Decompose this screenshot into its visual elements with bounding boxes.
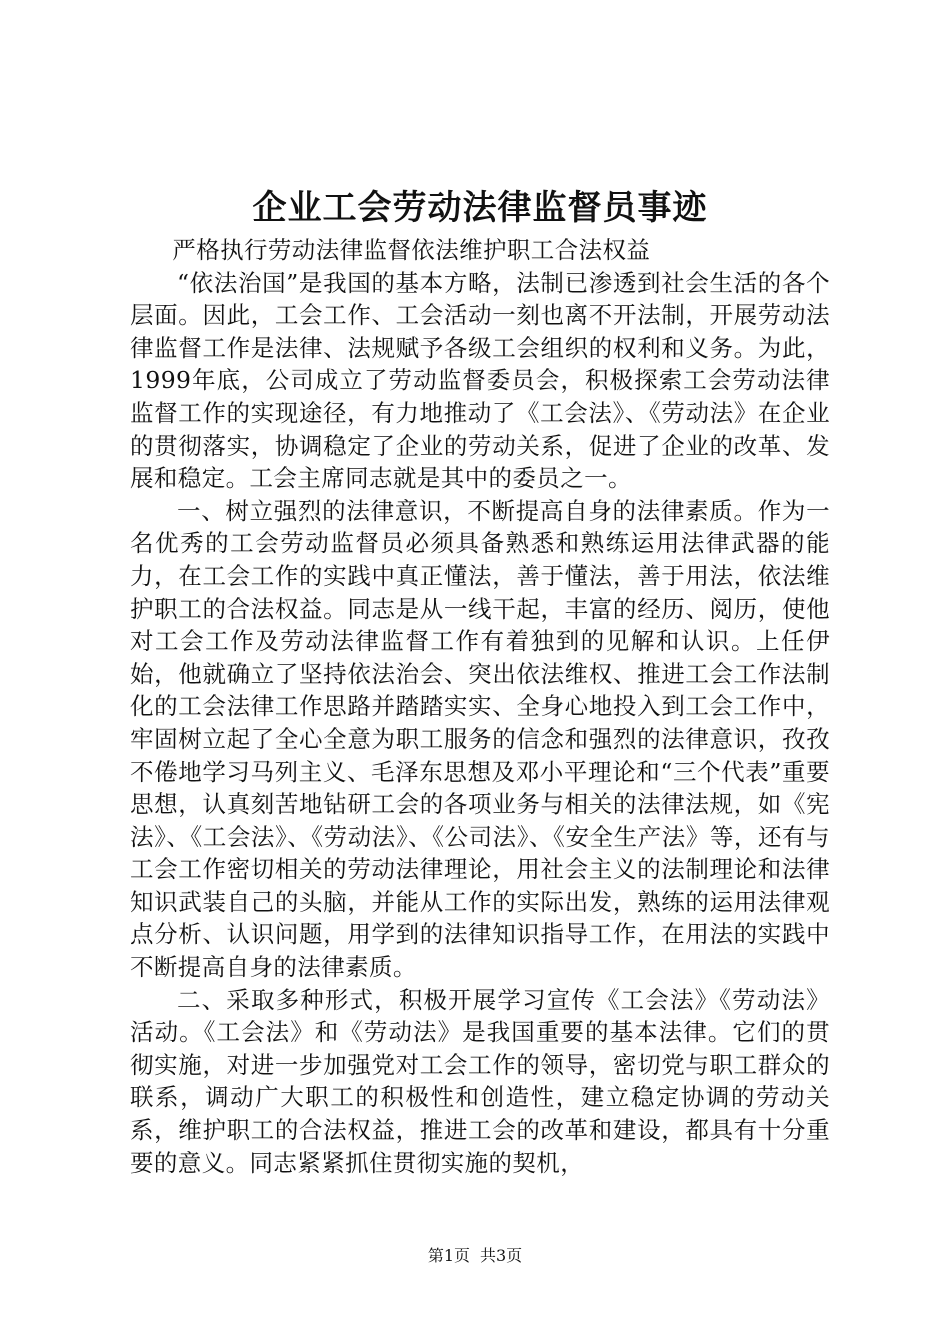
paragraph-section-one: 一、树立强烈的法律意识，不断提高自身的法律素质。作为一名优秀的工会劳动监督员必须具备熟悉和熟练运用法律武器的能力，在工会工作的实践中真正懂法，善于懂法，善于用法，依法维护职工的合法权益。同志是从一线干起，丰富的经历、阅历，使他对工会工作及劳动法律监督工作有着独到的见解和认识。上任伊始，他就确立了坚持依法治会、突出依法维权、推进工会工作法制化的工会法律工作思路并踏踏实实、全身心地投入到工会工作中，牢固树立起了全心全意为职工服务的信念和强烈的法律意识，孜孜不倦地学习马列主义、毛泽东思想及邓小平理论和“三个代表”重要思想，认真刻苦地钻研工会的各项业务与相关的法律法规，如《宪法》、《工会法》、《劳动法》、《公司法》、《安全生产法》等，还有与工会工作密切相关的劳动法律理论，用社会主义的法制理论和法律知识武装自己的头脑，并能从工作的实际出发，熟练的运用法律观点分析、认识问题，用学到的法律知识指导工作，在用法的实践中不断提高自身的法律素质。 (130, 496, 830, 982)
document-title: 企业工会劳动法律监督员事迹 (252, 188, 708, 228)
page-total: 共3页 (480, 1246, 523, 1265)
page-footer (0, 1246, 950, 1266)
page-number: 第1页 (427, 1246, 470, 1265)
paragraph-intro: “依法治国”是我国的基本方略，法制已渗透到社会生活的各个层面。因此，工会工作、工会活动一刻也离不开法制，开展劳动法律监督工作是法律、法规赋予各级工会组织的权利和义务。为此，1999年底，公司成立了劳动监督委员会，积极探索工会劳动法律监督工作的实现途径，有力地推动了《工会法》、《劳动法》在企业的贯彻落实，协调稳定了企业的劳动关系，促进了企业的改革、发展和稳定。工会主席同志就是其中的委员之一。 (130, 268, 830, 493)
document-body (130, 234, 830, 1179)
paragraph-section-two: 二、采取多种形式，积极开展学习宣传《工会法》《劳动法》活动。《工会法》和《劳动法》是我国重要的基本法律。它们的贯彻实施，对进一步加强党对工会工作的领导，密切党与职工群众的联系，调动广大职工的积极性和创造性，建立稳定协调的劳动关系，维护职工的合法权益，推进工会的改革和建设，都具有十分重要的意义。同志紧紧抓住贯彻实施的契机， (130, 985, 830, 1177)
document-subtitle: 严格执行劳动法律监督依法维护职工合法权益 (172, 236, 651, 264)
